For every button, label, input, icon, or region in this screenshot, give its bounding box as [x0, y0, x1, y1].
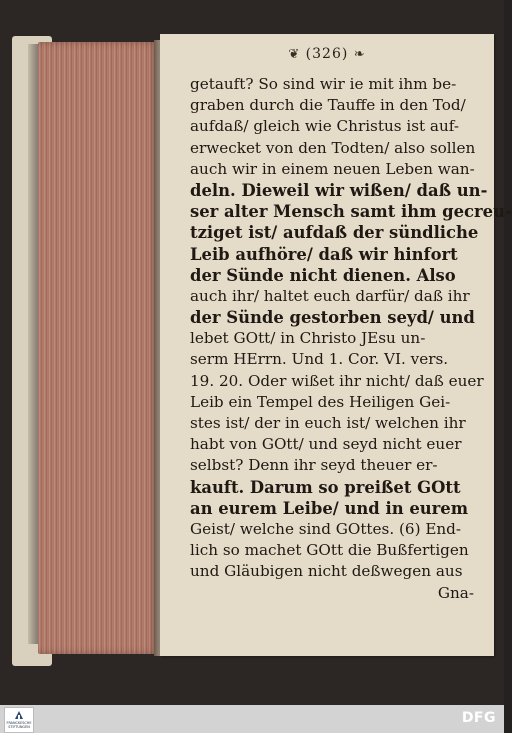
text-line: Geist/ welche sind GOttes. (6) End- — [190, 519, 462, 538]
text-line: der Sünde nicht dienen. Also — [190, 265, 456, 285]
logo-text: FRANCKESCHE STIFTUNGEN — [6, 721, 32, 729]
text-line: aufdaß/ gleich wie Christus ist auf- — [190, 117, 459, 136]
text-line: getauft? So sind wir ie mit ihm be- — [190, 75, 457, 93]
text-line: an eurem Leibe/ und in eurem — [190, 498, 469, 518]
text-line: Leib aufhöre/ daß wir hinfort — [190, 244, 458, 264]
ornament-left-icon: ❦ — [288, 47, 301, 62]
text-line: der Sünde gestorben seyd/ und — [190, 308, 475, 328]
ornament-right-icon: ❧ — [353, 47, 366, 62]
text-line: lebet GOtt/ in Christo JEsu un- — [190, 329, 426, 348]
page-number: (326) — [305, 46, 349, 62]
text-line: erwecket von den Todten/ also sollen — [190, 138, 476, 157]
text-line: habt von GOtt/ und seyd nicht euer — [190, 435, 462, 454]
page-edges — [38, 42, 160, 654]
text-line: stes ist/ der in euch ist/ welchen ihr — [190, 414, 466, 432]
book-page — [160, 34, 512, 656]
text-line: deln. Dieweil wir wißen/ daß un- — [190, 180, 488, 200]
text-line: auch ihr/ haltet euch darfür/ daß ihr — [190, 286, 470, 305]
text-line: kauft. Darum so preißet GOtt — [190, 477, 461, 497]
text-line: lich so machet GOtt die Bußfertigen — [190, 541, 469, 560]
text-line: selbst? Denn ihr seyd theuer er- — [190, 456, 438, 475]
institution-logo[interactable] — [4, 707, 34, 733]
text-line: ser alter Mensch samt ihm gecreu- — [190, 202, 512, 222]
text-line: graben durch die Tauffe in den Tod/ — [190, 96, 466, 115]
text-line: serm HErrn. Und 1. Cor. VI. vers. — [190, 350, 449, 369]
dfg-logo[interactable]: DFG — [461, 710, 496, 726]
catchword: Gna- — [437, 583, 474, 602]
text-line: und Gläubigen nicht deßwegen aus — [190, 562, 463, 581]
institution-logo-icon — [14, 710, 24, 720]
text-line: Leib ein Tempel des Heiligen Gei- — [190, 392, 451, 411]
page-header — [160, 46, 494, 62]
text-line: tziget ist/ aufdaß der sündliche — [190, 223, 479, 243]
text-line: 19. 20. Oder wißet ihr nicht/ daß euer — [190, 371, 484, 390]
text-line: auch wir in einem neuen Leben wan- — [190, 159, 475, 178]
page-text — [190, 74, 512, 604]
footer-bar — [0, 705, 504, 733]
